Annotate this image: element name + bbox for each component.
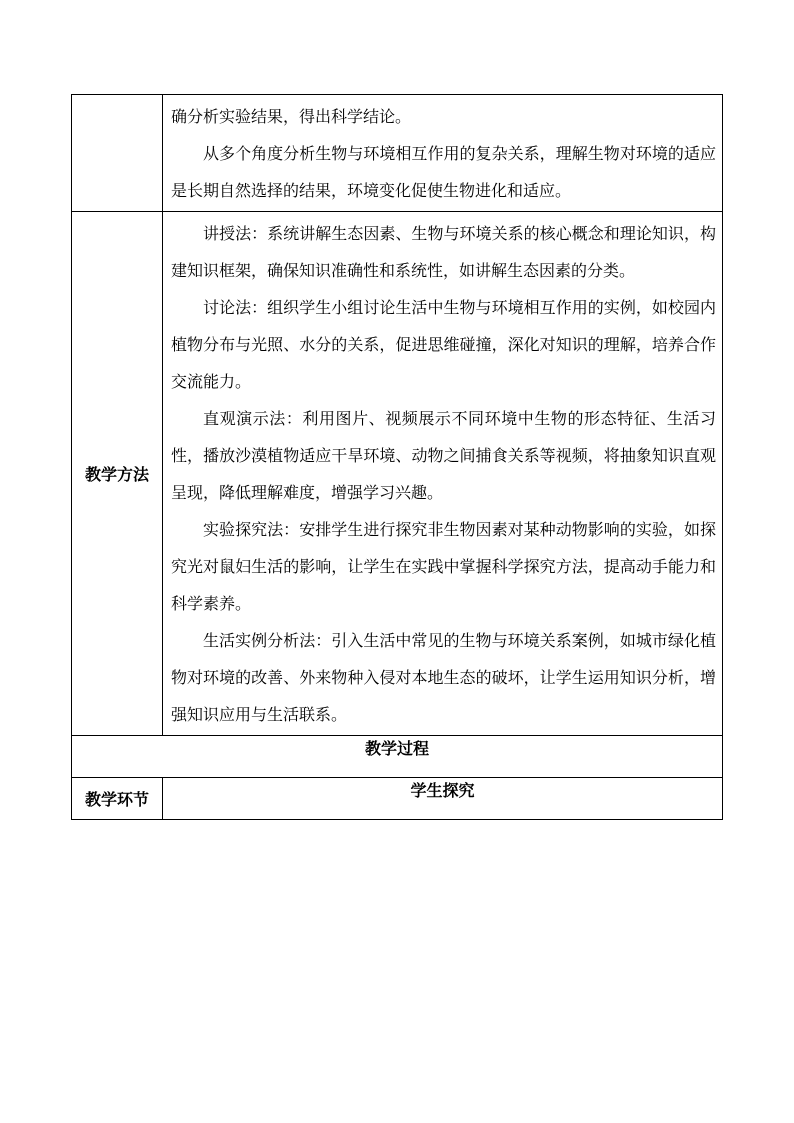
- method-discussion: 讨论法：组织学生小组讨论生活中生物与环境相互作用的实例，如校园内植物分布与光照、水分的关系，促进思维碰撞，深化对知识的理解，培养合作交流能力。: [171, 298, 716, 391]
- objectives-paragraph-2: 从多个角度分析生物与环境相互作用的复杂关系，理解生物对环境的适应是长期自然选择的结果，环境变化促使生物进化和适应。: [171, 144, 716, 200]
- process-col-student-inquiry: 学生探究: [163, 778, 723, 820]
- method-experiment: 实验探究法：安排学生进行探究非生物因素对某种动物影响的实验，如探究光对鼠妇生活的影响，让学生在实践中掌握科学探究方法，提高动手能力和科学素养。: [171, 520, 716, 613]
- objectives-label-cell: [72, 95, 163, 212]
- method-lecture: 讲授法：系统讲解生态因素、生物与环境关系的核心概念和理论知识，构建知识框架，确保知识准确性和系统性，如讲解生态因素的分类。: [171, 224, 716, 280]
- process-columns-row: [72, 778, 723, 820]
- process-col-stage: 教学环节: [72, 778, 163, 820]
- objectives-paragraph-1: 确分析实验结果，得出科学结论。: [171, 107, 412, 126]
- objectives-content-cell: [163, 95, 723, 212]
- objectives-continued-row: [72, 95, 723, 212]
- method-demonstration: 直观演示法：利用图片、视频展示不同环境中生物的形态特征、生活习性，播放沙漠植物适应干旱环境、动物之间捕食关系等视频，将抽象知识直观呈现，降低理解难度，增强学习兴趣。: [171, 409, 716, 502]
- method-case-analysis: 生活实例分析法：引入生活中常见的生物与环境关系案例，如城市绿化植物对环境的改善、外来物种入侵对本地生态的破坏，让学生运用知识分析，增强知识应用与生活联系。: [171, 631, 716, 724]
- process-header-row: [72, 736, 723, 778]
- process-header: 教学过程: [72, 736, 723, 778]
- methods-label: 教学方法: [72, 212, 163, 736]
- methods-content-cell: [163, 212, 723, 736]
- methods-row: [72, 212, 723, 736]
- lesson-plan-table: [71, 94, 723, 820]
